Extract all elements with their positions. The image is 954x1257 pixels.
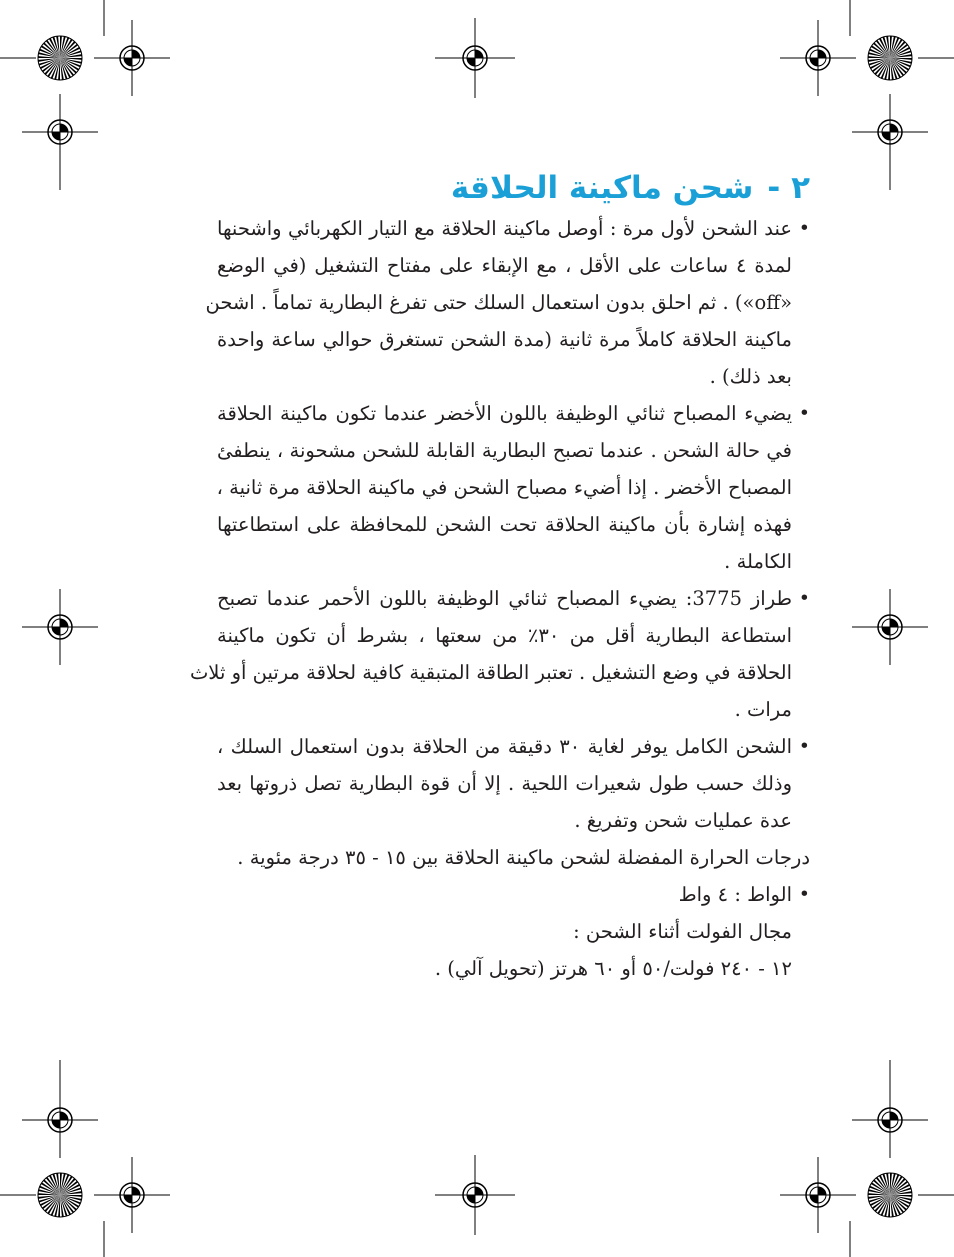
bullet-icon: • [798, 587, 810, 609]
section-heading [170, 168, 810, 208]
registration-crosshair-icon [435, 1155, 515, 1235]
registration-crosshair-icon [435, 18, 515, 98]
section-number: ٢ - [767, 170, 810, 206]
text-line: يضيء المصباح ثنائي الوظيفة باللون الأخضر عندما تكون ماكينة الحلاقة [217, 402, 792, 425]
registration-crosshair-icon [22, 1082, 98, 1158]
text-line: ١٢ - ٢٤٠ فولت/٥٠ أو ٦٠ هرتز (تحويل آلي) . [434, 957, 792, 980]
list-note [217, 843, 810, 872]
registration-crosshair-icon [22, 589, 98, 665]
text-line: درجات الحرارة المفضلة لشحن ماكينة الحلاقة بين ١٥ - ٣٥ درجة مئوية . [237, 846, 810, 869]
list-item [217, 399, 810, 576]
registration-crosshair-icon [94, 1157, 170, 1233]
charging-instructions-list [189, 214, 810, 983]
text-line: عدة عمليات شحن وتفريغ . [574, 809, 792, 832]
list-item [189, 584, 810, 724]
list-item [217, 880, 810, 983]
registration-crosshair-icon [94, 20, 170, 96]
registration-crosshair-icon [780, 1157, 856, 1233]
text-line: المصباح الأخضر . إذا أضيء مصباح الشحن في ماكينة الحلاقة مرة ثانية ، [216, 476, 792, 499]
text-line: ماكينة الحلاقة كاملاً مرة ثانية (مدة الشحن تستغرق حوالي ساعة واحدة [217, 328, 792, 351]
registration-crosshair-icon [852, 589, 928, 665]
section-title: شحن ماكينة الحلاقة [450, 170, 754, 206]
registration-crosshair-icon [852, 94, 928, 170]
registration-starburst-icon [868, 1173, 912, 1217]
registration-crosshair-icon [852, 1082, 928, 1158]
list-item [205, 214, 810, 391]
text-line: مرات . [734, 698, 792, 721]
text-line: في حالة الشحن . عندما تصبح البطارية القابلة للشحن مشحونة ، ينطفئ [217, 439, 792, 462]
registration-crosshair-icon [780, 20, 856, 96]
registration-starburst-icon [38, 1173, 82, 1217]
text-line: الواط : ٤ واط [678, 883, 792, 906]
text-line: استطاعة البطارية أقل من ٣٠٪ من سعتها ، بشرط أن تكون ماكينة [217, 624, 792, 647]
text-line: عند الشحن لأول مرة : أوصل ماكينة الحلاقة مع التيار الكهربائي واشحنها [217, 217, 792, 240]
text-line: مجال الفولت أثناء الشحن : [573, 920, 792, 943]
text-line: وذلك حسب طول شعيرات اللحية . إلا أن قوة البطارية تصل ذروتها بعد [217, 772, 792, 795]
text-line: الحلاقة في وضع التشغيل . تعتبر الطاقة المتبقية كافية لحلاقة مرتين أو ثلاث [189, 661, 792, 684]
text-line: طراز 3775: يضيء المصباح ثنائي الوظيفة باللون الأحمر عندما تصبح [217, 587, 793, 610]
registration-starburst-icon [868, 36, 912, 80]
text-line: «off») . ثم احلق بدون استعمال السلك حتى تفرغ البطارية تماماً . اشحن [205, 291, 792, 314]
list-item [217, 732, 810, 835]
bullet-icon: • [798, 735, 810, 757]
text-line: الشحن الكامل يوفر لغاية ٣٠ دقيقة من الحلاقة بدون استعمال السلك ، [217, 735, 792, 758]
text-line: لمدة ٤ ساعات على الأقل ، مع الإبقاء على مفتاح التشغيل (في الوضع [217, 254, 792, 277]
text-line: بعد ذلك) . [709, 365, 792, 388]
bullet-icon: • [798, 217, 810, 239]
registration-crosshair-icon [22, 94, 98, 170]
page-content [170, 168, 810, 991]
bullet-icon: • [798, 883, 810, 905]
bullet-icon: • [798, 402, 810, 424]
text-line: الكاملة . [724, 550, 792, 573]
text-line: فهذه إشارة بأن ماكينة الحلاقة تحت الشحن للمحافظة على استطاعتها [217, 513, 792, 536]
registration-starburst-icon [38, 36, 82, 80]
